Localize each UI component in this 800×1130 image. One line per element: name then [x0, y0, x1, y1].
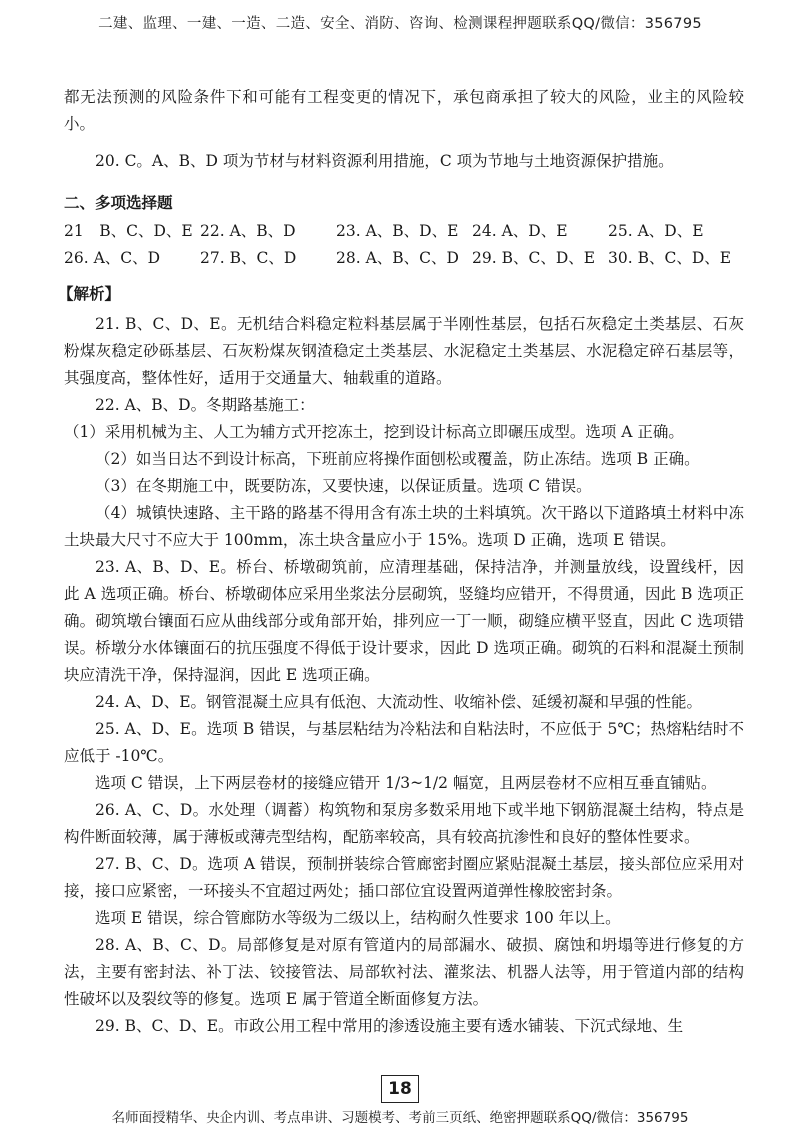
analysis-title: 【解析】 — [58, 284, 121, 303]
analysis-21: 21. B、C、D、E。无机结合料稳定粒料基层属于半刚性基层，包括石灰稳定土类基层、石灰粉煤灰稳定砂砾基层、石灰粉煤灰钢渣稳定土类基层、水泥稳定土类基层、水泥稳定碎石基层等，其强度高，整体性好，适用于交通量大、轴载重的道路。 — [64, 315, 744, 387]
analysis-26: 26. A、C、D。水处理（调蓄）构筑物和泵房多数采用地下或半地下钢筋混凝土结构，特点是构件断面较薄，属于薄板或薄壳型结构，配筋率较高，具有较高抗渗性和良好的整体性要求。 — [64, 801, 744, 846]
analysis-27-cont: 选项 E 错误，综合管廊防水等级为二级以上，结构耐久性要求 100 年以上。 — [95, 909, 621, 927]
analysis-28: 28. A、B、C、D。局部修复是对原有管道内的局部漏水、破损、腐蚀和坍塌等进行修复的方法，主要有密封法、补丁法、铰接管法、局部软衬法、灌浆法、机器人法等，用于管道内部的结构性破坏以及裂纹等的修复。选项 E 属于管道全断面修复方法。 — [64, 936, 744, 1008]
answer-20-paragraph: 20. C。A、B、D 项为节材与材料资源利用措施，C 项为节地与土地资源保护措施。 — [95, 152, 674, 170]
analysis-23: 23. A、B、D、E。桥台、桥墩砌筑前，应清理基础，保持洁净，并测量放线，设置线杆，因此 A 选项正确。桥台、桥墩砌体应采用坐浆法分层砌筑，竖缝均应错开，不得贯通，因此 B 选项正确。砌筑墩台镶面石应从曲线部分或角部开始，排列应一丁一顺，砌缝应横平竖直，因此 C 选项错误。桥墩分水体镶面石的抗压强度不得低于设计要求，因此 D 选项正确。砌筑的石料和混凝土预制块应清洗干净，保持湿润，因此 E 选项正确。 — [64, 558, 744, 684]
answer-27: 27. B、C、D — [200, 249, 297, 267]
section-title: 二、多项选择题 — [64, 193, 173, 212]
answer-key — [64, 218, 744, 272]
answer-30: 30. B、C、D、E — [608, 249, 732, 267]
answer-23: 23. A、B、D、E — [336, 222, 459, 240]
intro-paragraph: 都无法预测的风险条件下和可能有工程变更的情况下，承包商承担了较大的风险，业主的风险较小。 — [64, 88, 744, 133]
analysis-27: 27. B、C、D。选项 A 错误，预制拼装综合管廊密封圈应紧贴混凝土基层，接头部位应采用对接，接口应紧密，一环接头不宜超过两处；插口部位宜设置两道弹性橡胶密封条。 — [64, 855, 744, 900]
analysis-22-item-1: （1）采用机械为主、人工为辅方式开挖冻土，挖到设计标高立即碾压成型。选项 A 正确。 — [64, 423, 684, 441]
answer-22: 22. A、B、D — [200, 222, 296, 240]
answer-21: 21 B、C、D、E — [64, 222, 193, 240]
analysis-29: 29. B、C、D、E。市政公用工程中常用的渗透设施主要有透水铺装、下沉式绿地、生 — [95, 1017, 684, 1035]
analysis-22-item-3: （3）在冬期施工中，既要防冻，又要快速，以保证质量。选项 C 错误。 — [95, 477, 592, 495]
answer-28: 28. A、B、C、D — [336, 249, 459, 267]
analysis-22: 22. A、B、D。冬期路基施工： — [95, 396, 315, 414]
analysis-25: 25. A、D、E。选项 B 错误，与基层粘结为冷粘法和自粘法时，不应低于 5℃；热熔粘结时不应低于 -10℃。 — [64, 720, 744, 765]
analysis-22-item-4: （4）城镇快速路、主干路的路基不得用含有冻土块的土料填筑。次干路以下道路填土材料中冻土块最大尺寸不应大于 100mm，冻土块含量应小于 15%。选项 D 正确，选项 E 错误。 — [64, 504, 744, 549]
analysis-25-cont: 选项 C 错误，上下两层卷材的接缝应错开 1/3~1/2 幅宽，且两层卷材不应相互垂直铺贴。 — [95, 774, 717, 792]
answer-row — [64, 218, 744, 245]
page-number: 18 — [381, 1075, 419, 1103]
answer-25: 25. A、D、E — [608, 222, 704, 240]
answer-row — [64, 245, 744, 272]
analysis-24: 24. A、D、E。钢管混凝土应具有低泡、大流动性、收缩补偿、延缓初凝和早强的性能。 — [95, 693, 703, 711]
answer-29: 29. B、C、D、E — [472, 249, 596, 267]
answer-24: 24. A、D、E — [472, 222, 568, 240]
page-body — [58, 84, 744, 1040]
page-header: 二建、监理、一建、一造、二造、安全、消防、咨询、检测课程押题联系QQ/微信：356795 — [98, 16, 702, 32]
analysis-22-item-2: （2）如当日达不到设计标高，下班前应将操作面刨松或覆盖，防止冻结。选项 B 正确。 — [95, 450, 700, 468]
page-footer: 名师面授精华、央企内训、考点串讲、习题模考、考前三页纸、绝密押题联系QQ/微信：356795 — [111, 1110, 689, 1126]
answer-26: 26. A、C、D — [64, 249, 161, 267]
